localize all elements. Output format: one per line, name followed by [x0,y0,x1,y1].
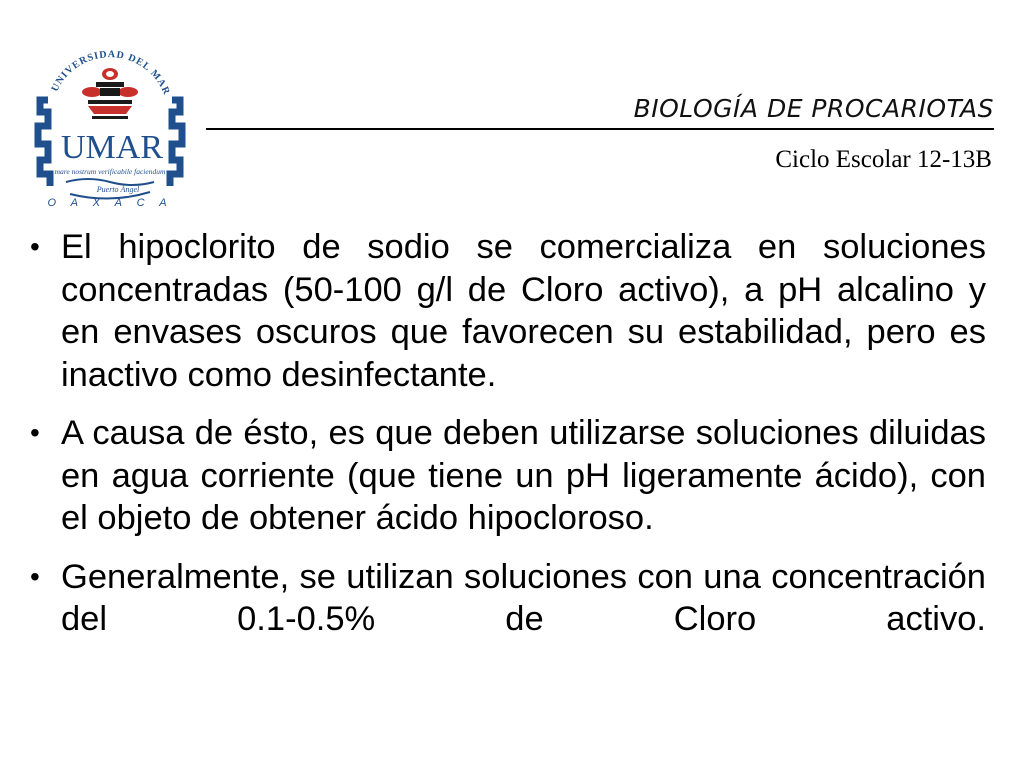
university-logo [26,34,194,210]
bullet-list [28,226,986,657]
bullet-text: El hipoclorito de sodio se comercializa en soluciones concentradas (50-100 g/l de Cloro activo), a pH alcalino y en envases oscuros que favorecen su estabilidad, pero es inactivo como desinfectante. [61,228,986,394]
logo-ring-text: UNIVERSIDAD DEL MAR [49,49,173,97]
bullet-marker: • [30,417,40,448]
logo-state: O A X A C A [47,197,173,209]
logo-emblem [26,34,194,210]
bullet-text: Generalmente, se utilizan soluciones con una concentración del 0.1-0.5% de Cloro activo. [61,557,986,638]
bullet-item [28,556,986,641]
bullet-text: A causa de ésto, es que deben utilizarse soluciones diluidas en agua corriente (que tiene un pH ligeramente ácido), con el objeto de obtener ácido hipocloroso. [61,414,986,537]
fret-pattern-left-icon [38,100,50,186]
bullet-marker: • [30,231,40,262]
logo-campus: Puerto Ángel [96,185,140,194]
logo-motto: mare nostrum verificabile faciendum [54,167,166,176]
header-divider [206,128,994,130]
crest-ornament-icon [82,68,138,119]
logo-monogram: UMAR [60,129,164,166]
bullet-item [28,412,986,540]
bullet-item [28,226,986,396]
bullet-marker: • [30,560,40,592]
course-title: BIOLOGÍA DE PROCARIOTAS [633,94,994,123]
fret-pattern-right-icon [170,100,182,186]
school-term: Ciclo Escolar 12-13B [775,146,992,173]
